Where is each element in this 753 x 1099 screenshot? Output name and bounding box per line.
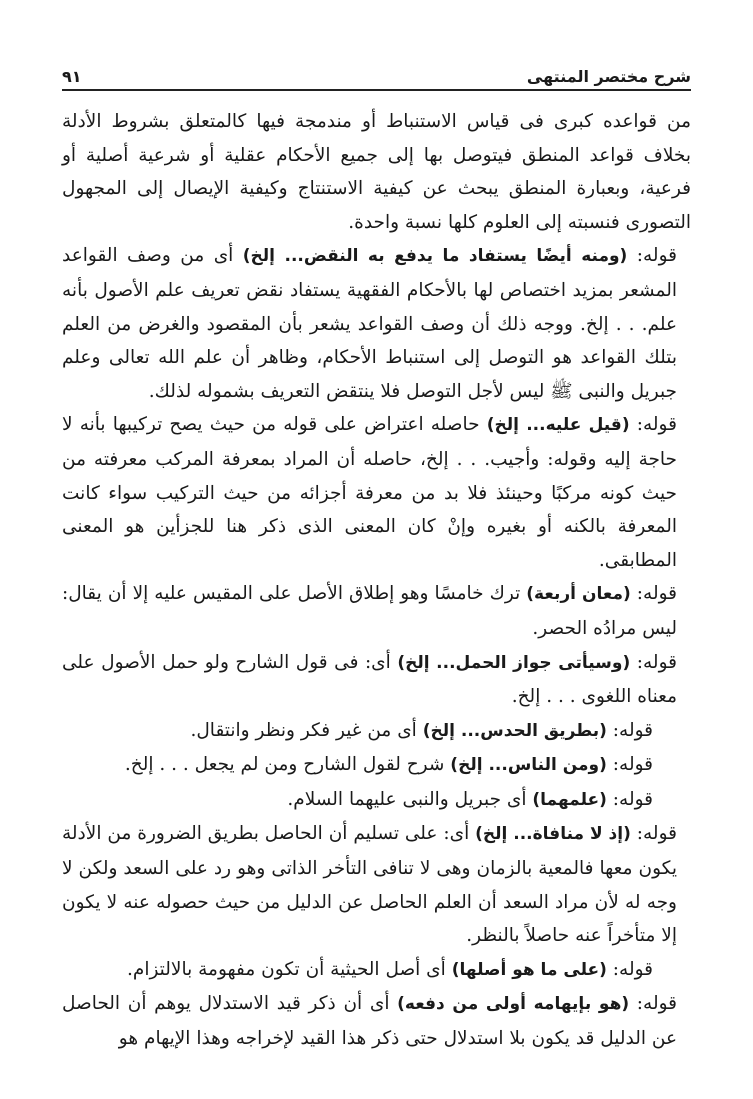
quoted-phrase: (إذ لا منافاة... إلخ) [475,824,631,845]
qawl-label: قوله: [636,414,677,436]
running-header [62,60,691,86]
paragraph [62,783,691,818]
page-number: ٩١ [62,67,82,86]
paragraph [62,748,691,783]
commentary-text: أى: فى قول الشارح ولو حمل الأصول على معناه اللغوى . . . إلخ. [62,651,677,708]
quoted-phrase: (بطريق الحدس... إلخ) [422,720,607,741]
qawl-label: قوله: [612,719,653,741]
running-title: شرح مختصر المنتهى [526,67,691,86]
qawl-label: قوله: [636,993,677,1015]
quoted-phrase: (قيل عليه... إلخ) [486,415,630,436]
qawl-label: قوله: [636,583,677,605]
quoted-phrase: (علمهما) [532,789,607,810]
commentary-text: أى: على تسليم أن الحاصل بطريق الضرورة من الأدلة يكون معها فالمعية بالزمان وهى لا تنافى التأخر الذاتى وهو رد على السعد ولكن لا وجه له لأن مراد السعد أن العلم الحاصل عن الدليل من حيث حصوله عنه لا يكون إلا متأخراً عنه حاصلاً بالنظر. [62,823,677,947]
qawl-label: قوله: [612,788,653,810]
qawl-label: قوله: [636,651,677,673]
quoted-phrase: (هو بإيهامه أولى من دفعه) [397,994,630,1015]
paragraph [62,714,691,749]
paragraph: من قواعده كبرى فى قياس الاستنباط أو مندمجة فيها كالمتعلق بشروط الأدلة بخلاف قواعد المنطق فيتوصل بها إلى جميع الأحكام عقلية أو شرعية أصلية أو فرعية، وبعبارة المنطق يبحث عن كيفية الاستنتاج وكيفية الإيصال إلى المجهول التصورى فنسبته إلى العلوم كلها نسبة واحدة. [62,111,691,233]
paragraph [62,987,691,1055]
commentary-text: ترك خامسًا وهو إطلاق الأصل على المقيس عليه إلا أن يقال: ليس مرادُه الحصر. [62,583,677,639]
qawl-label: قوله: [612,958,653,980]
commentary-text: حاصله اعتراض على قوله من حيث يصح تركيبها بأنه لا حاجة إليه وقوله: وأجيب. . . إلخ، حاصله أن المراد بمعرفة المركب معرفته من حيث كونه مركبًا وحينئذ فلا بد من معرفة أجزائه من حيث التركيب سواء كانت المعرفة بالكنه أو بغيره وإنْ كان المعنى الذى ذكر هنا للجزأين هو المعنى المطابقى. [62,414,677,571]
paragraph [62,408,691,577]
header-rule [62,89,691,91]
quoted-phrase: (على ما هو أصلها) [451,959,607,980]
quoted-phrase: (ومن الناس... إلخ) [450,755,607,776]
qawl-label: قوله: [636,823,677,845]
quoted-phrase: (معان أربعة) [526,584,631,605]
quoted-phrase: (ومنه أيضًا يستفاد ما يدفع به النقض... إلخ) [242,246,628,267]
page-body [62,105,691,1056]
paragraph [62,239,691,408]
commentary-text: أى من غير فكر ونظر وانتقال. [190,719,417,741]
qawl-label: قوله: [636,245,677,267]
commentary-text: أى أصل الحيثية أن تكون مفهومة بالالتزام. [127,958,446,980]
commentary-text: شرح لقول الشارح ومن لم يجعل . . . إلخ. [124,754,445,776]
paragraph [62,646,691,714]
paragraph [62,817,691,952]
quoted-phrase: (وسيأتى جواز الحمل... إلخ) [397,652,631,673]
book-page [62,60,691,1056]
paragraph [62,953,691,988]
commentary-text: أى جبريل والنبى عليهما السلام. [287,788,527,810]
qawl-label: قوله: [612,754,653,776]
commentary-text: أى من وصف القواعد المشعر بمزيد اختصاص لها بالأحكام الفقهية يستفاد نقض تعريف علم الأصول بأنه علم. . . إلخ. ووجه ذلك أن وصف القواعد يشعر بأن المقصود والغرض من العلم بتلك القواعد هو التوصل إلى استنباط الأحكام، وظاهر أن علم الله تعالى وعلم جبريل والنبى ﷺ ليس لأجل التوصل فلا ينتقض التعريف بشموله لذلك. [62,245,677,402]
commentary-text: أى أن ذكر قيد الاستدلال يوهم أن الحاصل عن الدليل قد يكون بلا استدلال حتى ذكر هذا القيد لإخراجه وهذا الإيهام هو [62,993,677,1050]
paragraph [62,577,691,645]
